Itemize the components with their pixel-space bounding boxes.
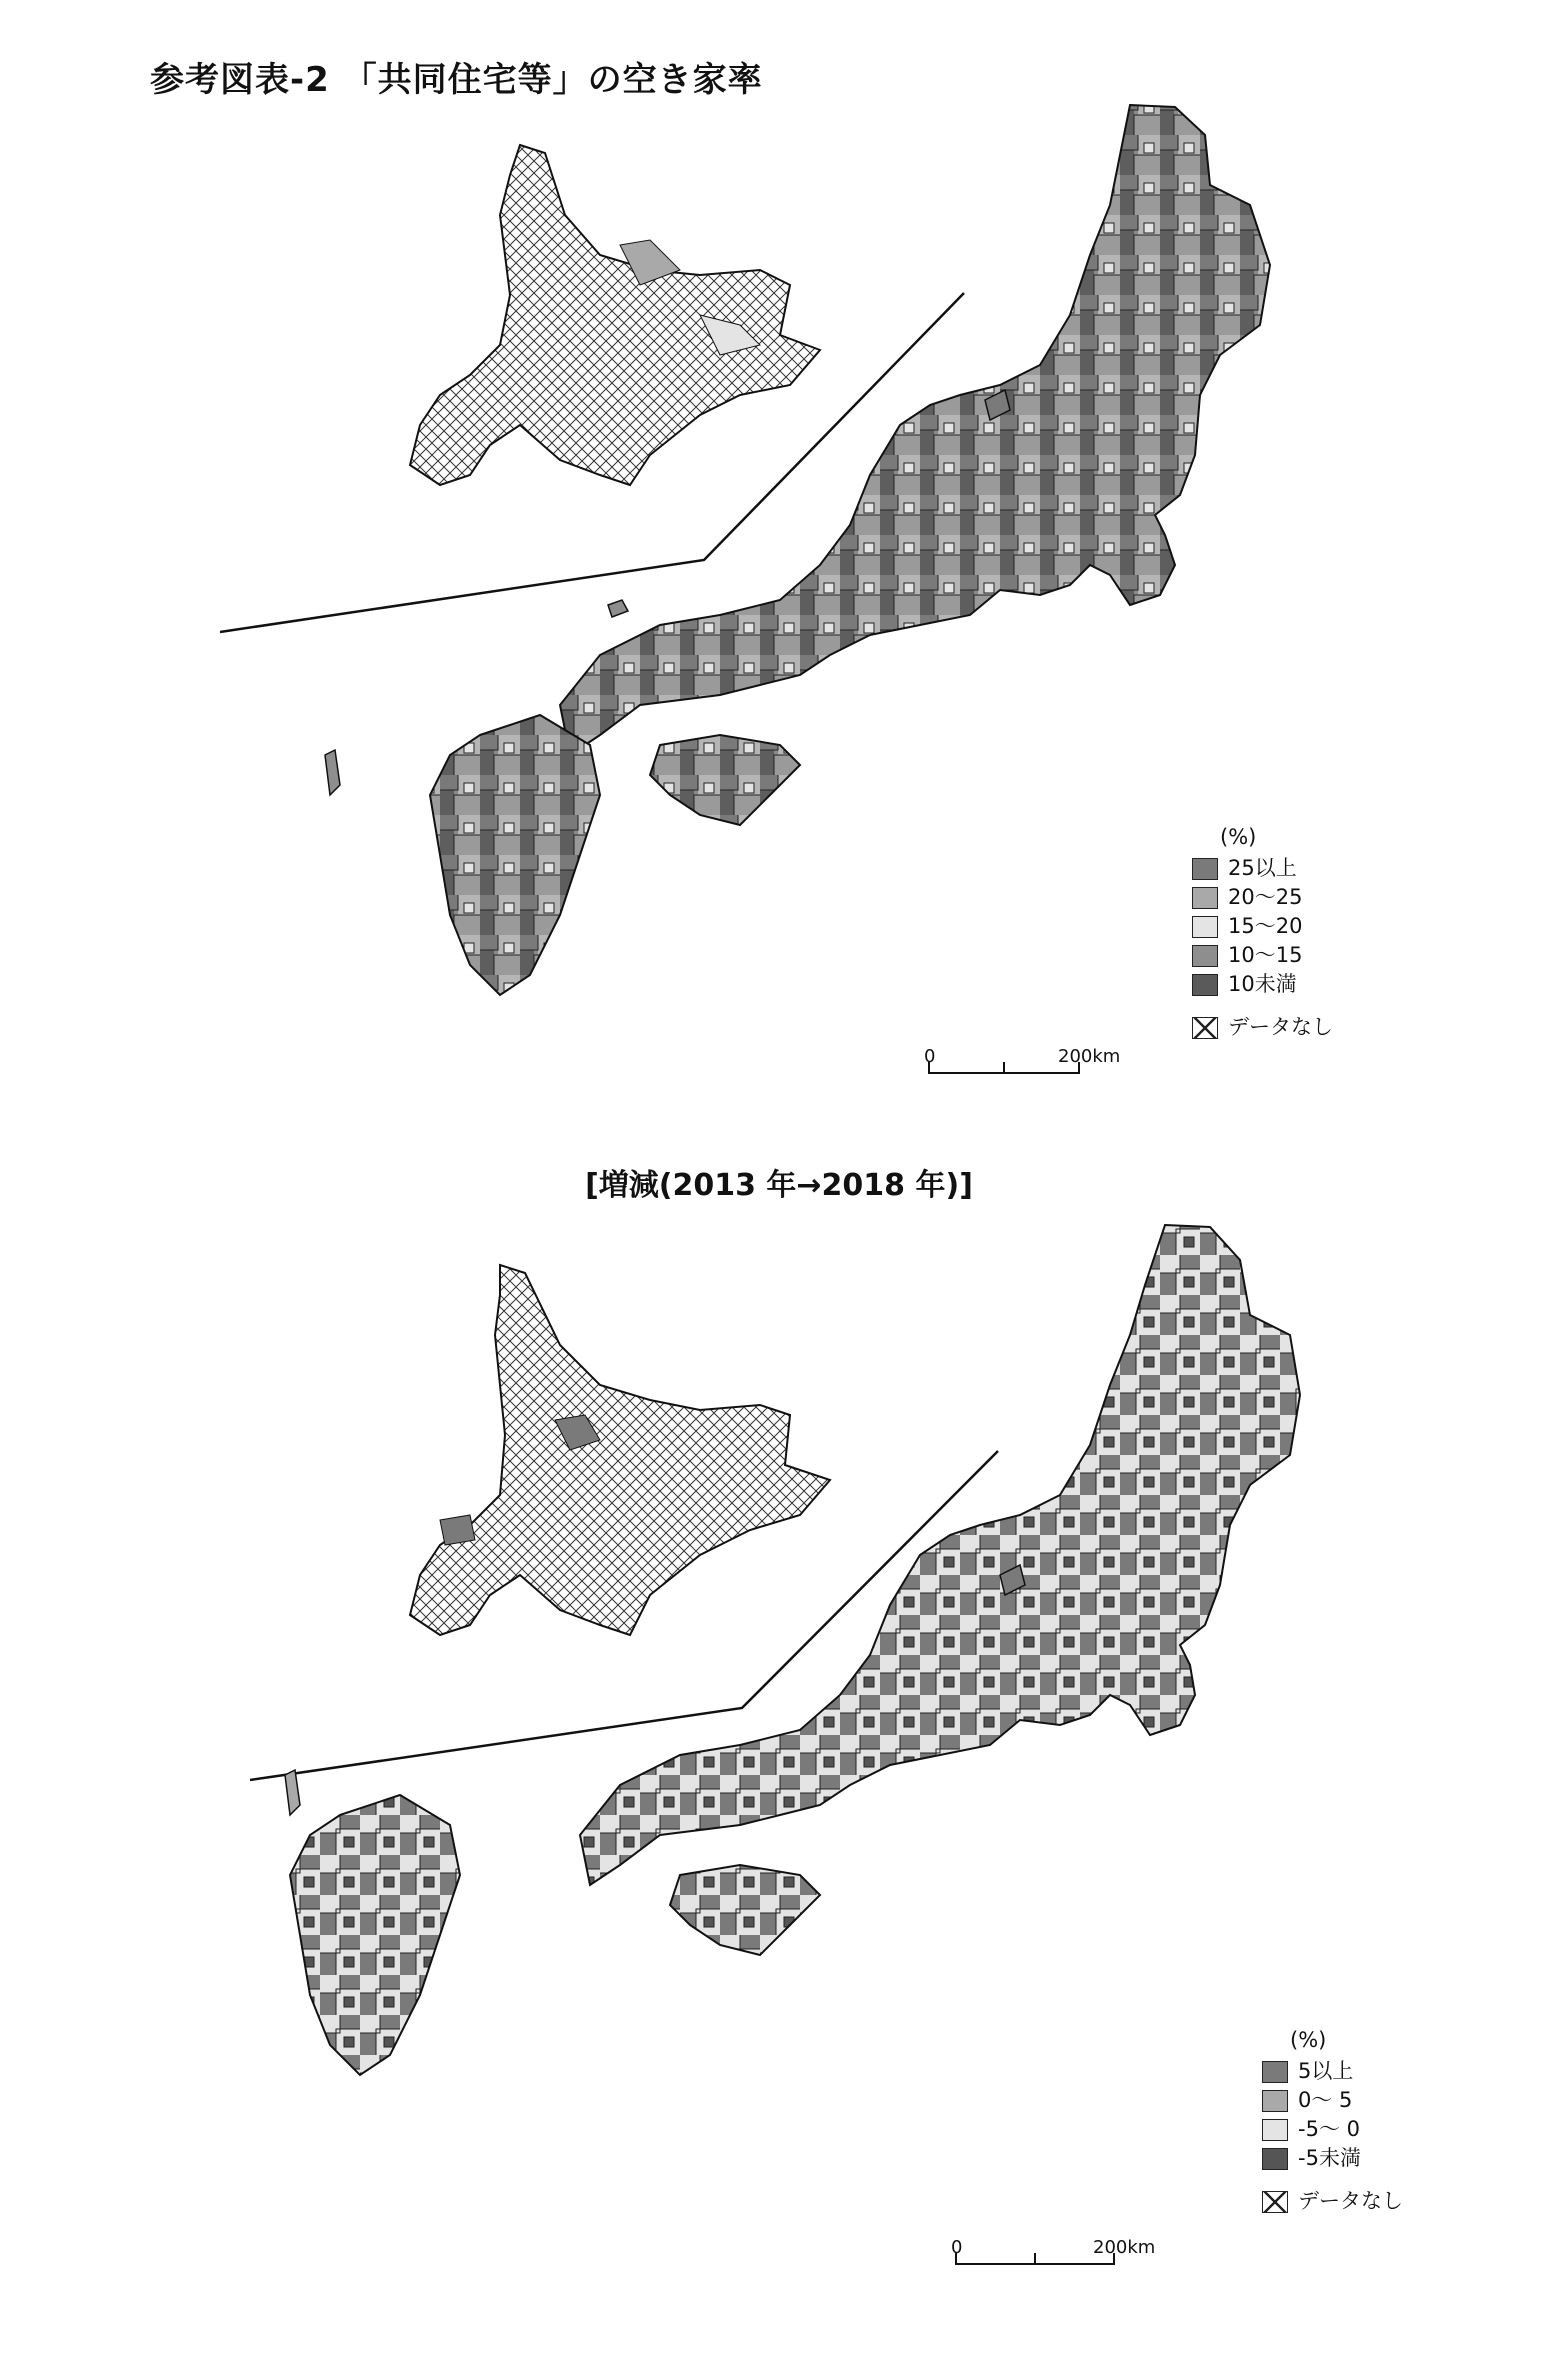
legend-swatch: [1262, 2119, 1288, 2141]
change-map-title: [増減(2013 年→2018 年)]: [585, 1168, 973, 1203]
scale-end-label: 200km: [1058, 1046, 1121, 1067]
legend-item: [1262, 2115, 1403, 2144]
legend-item: [1192, 941, 1333, 970]
shikoku-region: [670, 1865, 820, 1955]
scale-tick: [1003, 1062, 1005, 1072]
legend-label: -5未満: [1298, 2146, 1361, 2170]
legend-item: [1192, 883, 1333, 912]
legend-label: 5以上: [1298, 2059, 1354, 2083]
scale-tick: [1034, 2253, 1036, 2263]
scale-start-label: 0: [951, 2237, 963, 2258]
legend-item: [1192, 970, 1333, 999]
legend-unit: (%): [1220, 825, 1257, 849]
legend-unit: (%): [1290, 2028, 1327, 2052]
legend-label: -5〜 0: [1298, 2117, 1360, 2141]
oki-islands: [608, 600, 628, 617]
legend-swatch: [1262, 2090, 1288, 2112]
kyushu-region: [430, 715, 600, 995]
scale-line: [955, 2263, 1115, 2265]
legend-swatch: [1192, 945, 1218, 967]
legend-item: [1262, 2086, 1403, 2115]
scale-start-label: 0: [924, 1046, 936, 1067]
legend-vacancy-rate: [1192, 827, 1333, 1042]
hokkaido-highlight: [440, 1515, 475, 1545]
shikoku-region: [650, 735, 800, 825]
legend-label: 0〜 5: [1298, 2088, 1353, 2112]
scale-bar-bottom: [951, 2237, 1156, 2283]
legend-item: [1262, 2144, 1403, 2173]
legend-item: [1192, 912, 1333, 941]
legend-swatch: [1262, 2148, 1288, 2170]
legend-item-nodata: [1192, 1013, 1333, 1042]
legend-swatch-hatched: [1262, 2191, 1288, 2213]
legend-label: 20〜25: [1228, 885, 1303, 909]
tsushima-island: [285, 1770, 300, 1815]
scale-line: [928, 1072, 1080, 1074]
legend-item: [1262, 2057, 1403, 2086]
legend-label: 15〜20: [1228, 914, 1303, 938]
legend-label: 10〜15: [1228, 943, 1303, 967]
legend-swatch: [1192, 887, 1218, 909]
figure-title: 参考図表-2 「共同住宅等」の空き家率: [150, 60, 763, 100]
legend-vacancy-change: [1262, 2030, 1403, 2216]
tsushima-island: [325, 750, 340, 795]
legend-label: データなし: [1228, 1015, 1333, 1039]
legend-swatch-hatched: [1192, 1017, 1218, 1039]
legend-item: [1192, 854, 1333, 883]
kyushu-region: [290, 1795, 460, 2075]
scale-bar-top: [924, 1046, 1121, 1092]
legend-swatch: [1192, 916, 1218, 938]
legend-label: 10未満: [1228, 972, 1297, 996]
legend-swatch: [1192, 974, 1218, 996]
legend-item-nodata: [1262, 2187, 1403, 2216]
legend-swatch: [1262, 2061, 1288, 2083]
hokkaido-region: [410, 145, 820, 485]
legend-label: データなし: [1298, 2189, 1403, 2213]
scale-end-label: 200km: [1093, 2237, 1156, 2258]
legend-swatch: [1192, 858, 1218, 880]
legend-label: 25以上: [1228, 856, 1297, 880]
hokkaido-region: [410, 1265, 830, 1635]
